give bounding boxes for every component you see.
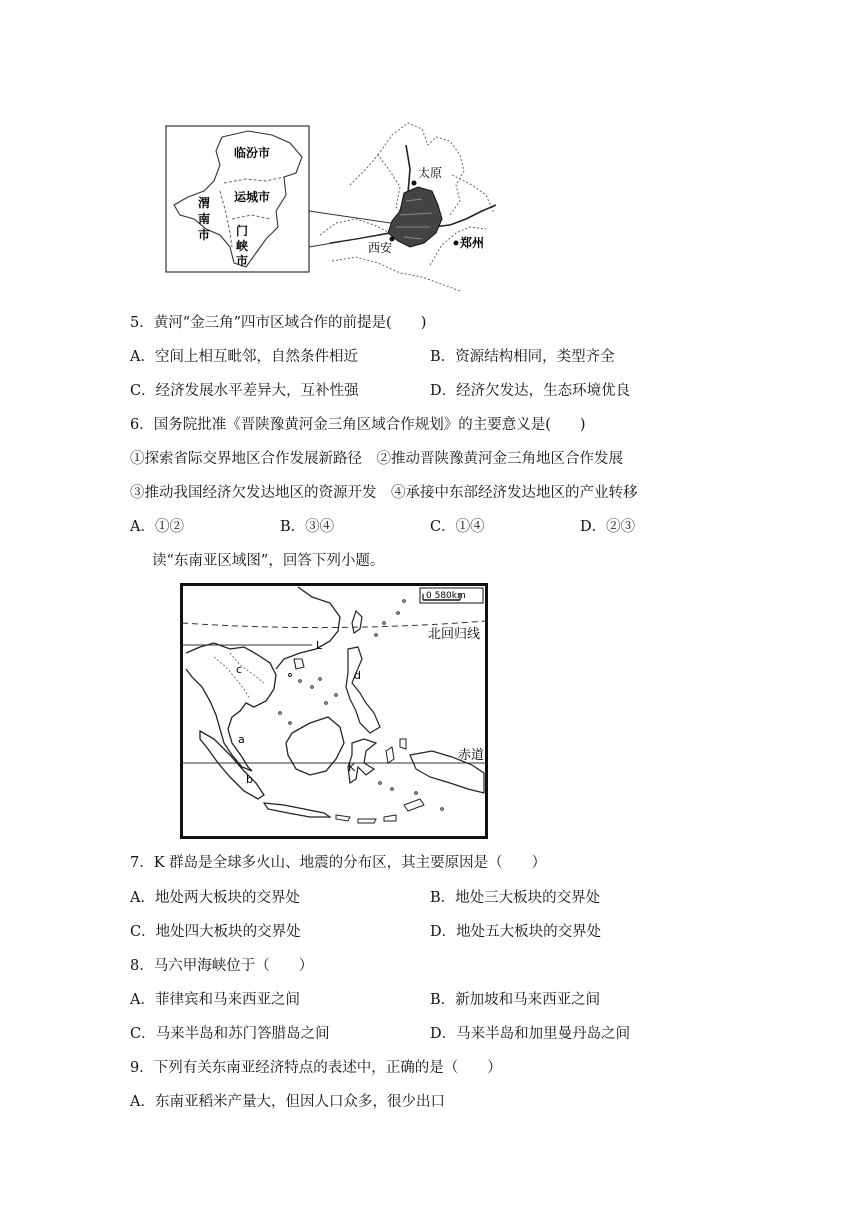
province-boundary [332,257,460,291]
q7-option-a: A．地处两大板块的交界处 [130,890,300,906]
inset-city-label: 市 [198,228,211,242]
southeast-asia-map [180,583,490,841]
map-label-k: K [348,761,356,774]
map-label-a: a [238,733,245,746]
q7-stem: 7．K 群岛是全球多火山、地震的分布区，其主要原因是（ ） [130,855,547,871]
map-frame [182,585,487,838]
equator-label: 赤道 [458,748,485,763]
q8-option-b: B．新加坡和马来西亚之间 [430,992,601,1008]
inset-city-label: 市 [236,254,249,268]
q6-option-a: A．①② [130,519,184,535]
q5-option-b: B．资源结构相同，类型齐全 [430,349,615,365]
connector-line [309,211,404,225]
q6-option-d: D．②③ [580,519,636,535]
q5-option-a: A．空间上相互毗邻，自然条件相近 [130,349,358,365]
q6-stem: 6．国务院批准《晋陕豫黄河金三角区域合作规划》的主要意义是( ) [130,417,586,433]
q7-option-c: C．地处四大板块的交界处 [130,924,301,940]
scale-bar [420,588,483,603]
map-label-b: b [246,773,253,786]
main-city-label: 太原 [418,166,443,180]
province-boundary [350,155,406,217]
golden-triangle-map [160,115,500,300]
inset-city-label: 峡 [236,239,249,253]
q7-option-b: B．地处三大板块的交界处 [430,890,601,906]
city-dot [454,241,459,246]
q5-stem: 5．黄河“金三角”四市区域合作的前提是( ) [130,315,427,331]
inset-city-label: 门 [236,224,249,238]
city-dot [412,181,417,186]
q8-option-d: D．马来半岛和加里曼丹岛之间 [430,1026,631,1042]
map-intro: 读“东南亚区域图”，回答下列小题。 [152,553,385,569]
q7-option-d: D．地处五大板块的交界处 [430,924,602,940]
q6-statements-1: ①探索省际交界地区合作发展新路径 ②推动晋陕豫黄河金三角地区合作发展 [130,451,623,467]
inset-city-label: 临汾市 [234,146,271,160]
inset-city-label: 运城市 [234,190,271,204]
q8-option-c: C．马来半岛和苏门答腊岛之间 [130,1026,330,1042]
q5-option-d: D．经济欠发达，生态环境优良 [430,383,631,399]
main-city-label: 西安 [368,241,393,255]
inset-city-label: 南 [198,212,211,226]
q6-option-c: C．①④ [430,519,485,535]
q9-option-a: A．东南亚稻米产量大，但因人口众多，很少出口 [130,1094,445,1110]
inset-city-label: 渭 [198,196,211,210]
main-city-label: 郑州 [460,236,485,250]
q8-stem: 8．马六甲海峡位于（ ） [130,958,314,974]
map-label-d: d [354,669,361,682]
map-label-c: c [236,663,243,676]
q9-stem: 9．下列有关东南亚经济特点的表述中，正确的是（ ） [130,1060,502,1076]
scale-label: 0 580km [426,591,466,601]
map-label-l: L [316,639,323,652]
q5-option-c: C．经济发展水平差异大，互补性强 [130,383,359,399]
q8-option-a: A．菲律宾和马来西亚之间 [130,992,300,1008]
q6-statements-2: ③推动我国经济欠发达地区的资源开发 ④承接中东部经济发达地区的产业转移 [130,485,638,501]
tropic-label: 北回归线 [428,627,481,642]
q6-option-b: B．③④ [280,519,335,535]
